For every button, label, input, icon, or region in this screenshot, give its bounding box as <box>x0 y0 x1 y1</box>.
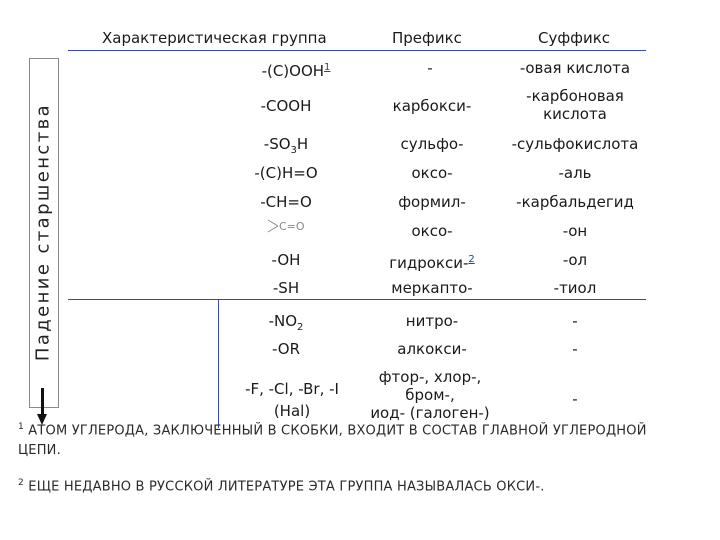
footnote-ref-1[interactable]: 1 <box>324 62 331 73</box>
table-row-1-suffix: -овая кислота <box>519 59 631 77</box>
group-text-end: H <box>296 135 309 153</box>
table-row-2-prefix: карбокси- <box>392 97 472 115</box>
prefix-line-3: иод- (галоген-) <box>370 404 490 422</box>
ketone-formula: C=O <box>279 220 305 233</box>
suffix-line-1: -карбоновая <box>526 87 624 105</box>
table-row-10-suffix: - <box>572 340 578 358</box>
table-row-5-prefix: формил- <box>398 193 466 211</box>
group-text: -SO <box>263 135 291 153</box>
table-row-7-group: -OH <box>271 251 301 269</box>
group-line-2: (Hal) <box>273 402 311 420</box>
footnote-2-mark: 2 <box>18 478 24 488</box>
table-row-5-suffix: -карбальдегид <box>516 193 634 211</box>
prefix-line-1: фтор-, хлор-, <box>378 368 482 386</box>
table-row-9-suffix: - <box>572 312 578 330</box>
table-row-8-prefix: меркапто- <box>391 279 473 297</box>
table-row-5-group: -CH=O <box>260 193 312 211</box>
table-row-4-group: -(C)H=O <box>254 164 318 182</box>
side-label: Падение старшенства <box>32 102 54 362</box>
header-top-rule <box>68 50 646 51</box>
group-text: -NO <box>268 312 298 330</box>
table-row-7-prefix <box>372 251 492 272</box>
footnote-2-text: ЕЩЕ НЕДАВНО В РУССКОЙ ЛИТЕРАТУРЕ ЭТА ГРУППА НАЗЫВАЛАСЬ ОКСИ-. <box>28 479 545 495</box>
table-row-11-group <box>222 380 362 420</box>
table-row-3-prefix: сульфо- <box>400 135 464 153</box>
footnote-1-cont: ЦЕПИ. <box>18 443 61 458</box>
group-subscript: 3 <box>290 145 297 156</box>
footnote-1-text: АТОМ УГЛЕРОДА, ЗАКЛЮЧЕННЫЙ В СКОБКИ, ВХОДИТ В СОСТАВ ГЛАВНОЙ УГЛЕРОДНОЙ <box>28 423 647 439</box>
table-row-8-suffix: -тиол <box>553 279 597 297</box>
table-row-10-group: -OR <box>271 340 301 358</box>
footnote-2 <box>18 478 545 494</box>
group-line-1: -F, -Cl, -Br, -I <box>245 380 339 398</box>
table-row-4-prefix: оксо- <box>411 164 453 182</box>
ketone-structure-icon <box>266 216 328 236</box>
table-row-2-group: -COOH <box>260 97 312 115</box>
table-row-11-prefix <box>355 368 505 422</box>
group-text: -(C)OOH <box>261 62 325 80</box>
footnote-1-mark: 1 <box>18 422 24 432</box>
table-row-2-suffix <box>500 87 650 123</box>
group-subscript: 2 <box>297 322 304 333</box>
suffix-line-2: кислота <box>543 105 607 123</box>
table-row-4-suffix: -аль <box>558 164 592 182</box>
left-column-rule <box>218 300 219 428</box>
prefix-text: гидрокси- <box>389 254 469 272</box>
header-prefix: Префикс <box>392 29 462 47</box>
table-row-7-suffix: -ол <box>562 251 588 269</box>
group-divider-rule <box>68 299 646 300</box>
table-row-1-group <box>226 59 366 80</box>
table-row-3-suffix: -сульфокислота <box>511 135 639 153</box>
table-row-9-prefix: нитро- <box>405 312 459 330</box>
footnote-ref-2[interactable]: 2 <box>468 254 475 265</box>
footnote-1 <box>18 422 647 438</box>
table-row-11-suffix: - <box>572 390 578 408</box>
prefix-line-2: бром-, <box>405 386 455 404</box>
table-row-3-group <box>226 135 346 160</box>
table-row-6-suffix: -он <box>562 222 588 240</box>
table-row-1-prefix: - <box>427 59 433 77</box>
header-group: Характеристическая группа <box>102 29 327 47</box>
table-row-10-prefix: алкокси- <box>397 340 467 358</box>
header-suffix: Суффикс <box>538 29 611 47</box>
table-row-8-group: -SH <box>272 279 300 297</box>
table-row-6-prefix: оксо- <box>411 222 453 240</box>
table-row-9-group <box>226 312 346 337</box>
